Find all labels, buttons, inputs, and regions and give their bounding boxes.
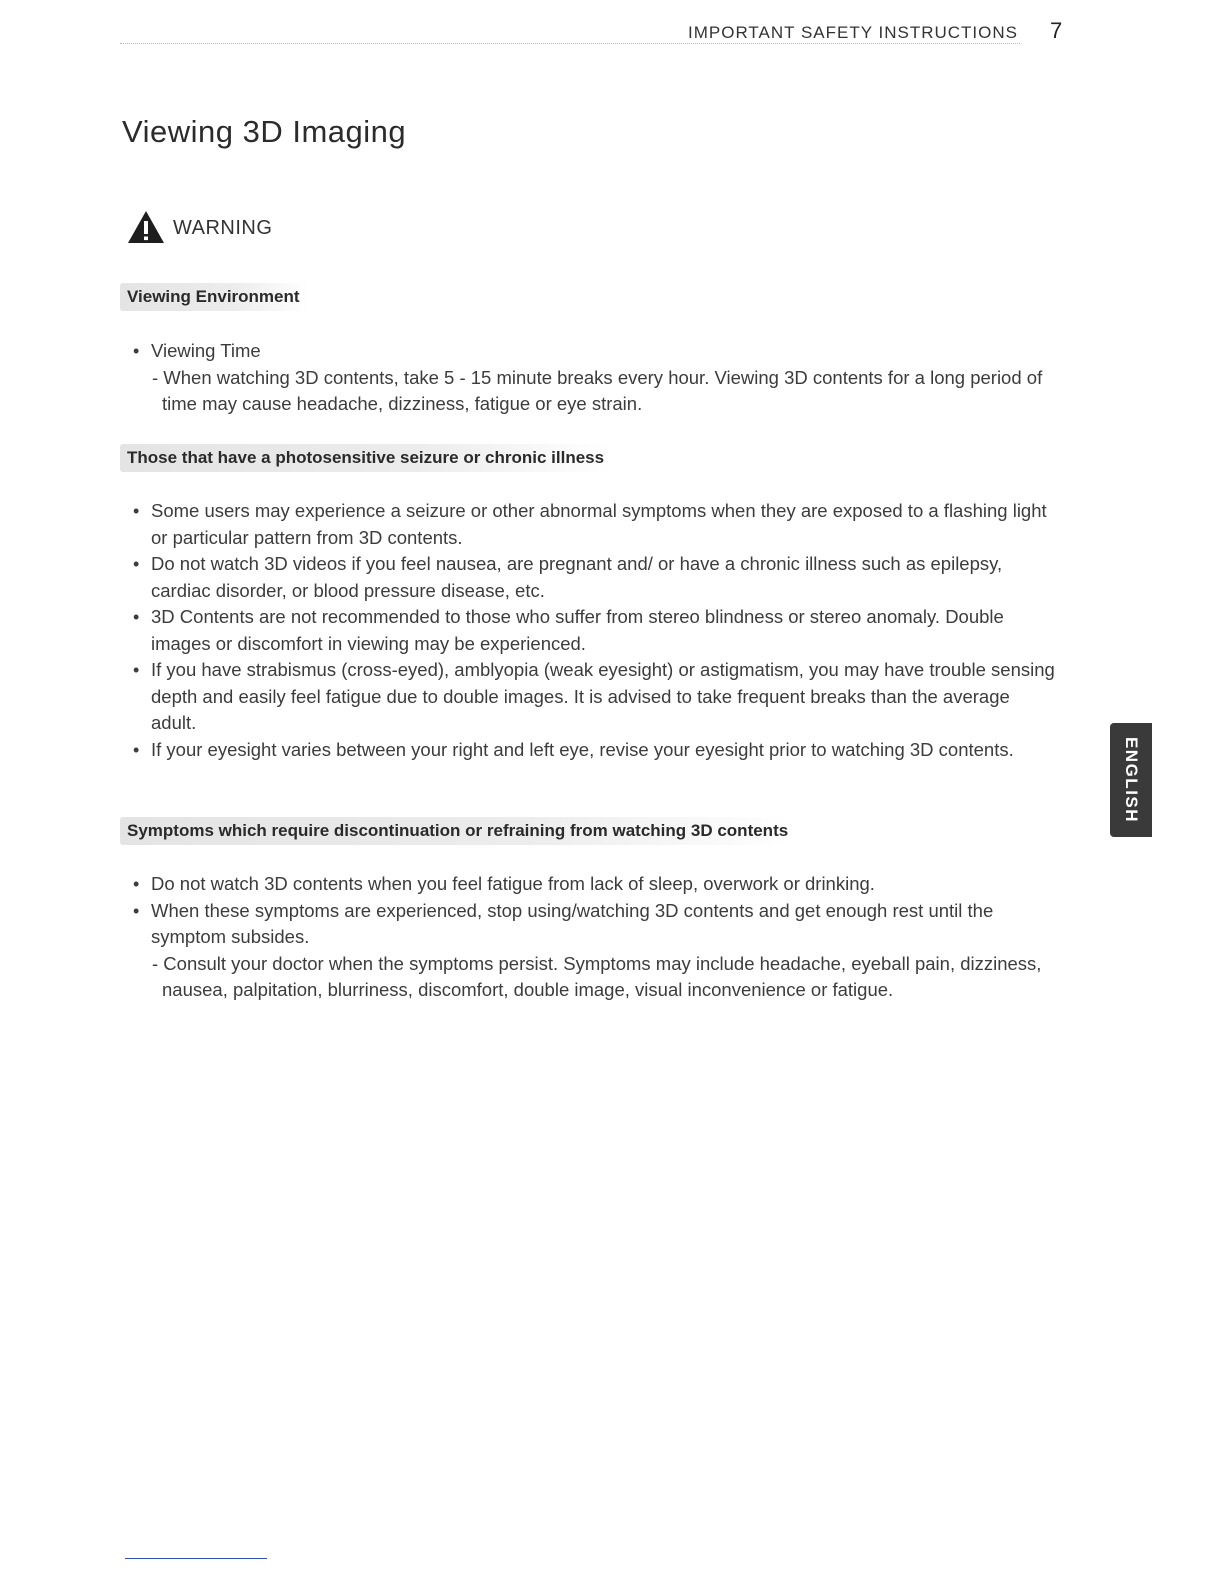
list-item [120, 871, 1060, 898]
bullet-list [120, 871, 1060, 951]
list-item-text: When these symptoms are experienced, stop using/watching 3D contents and get enough rest until the symptom subsides. [151, 899, 994, 947]
bullet-list [120, 498, 1060, 763]
bullet-icon: • [133, 739, 140, 760]
list-item-text: 3D Contents are not recommended to those who suffer from stereo blindness or stereo anomaly. Double images or discomfort in viewing may be experienced. [151, 606, 1004, 654]
bullet-icon: • [133, 900, 140, 921]
bullet-icon: • [133, 660, 140, 680]
list-item-text: Do not watch 3D contents when you feel fatigue from lack of sleep, overwork or drinking. [151, 873, 875, 894]
bullet-icon: • [133, 554, 140, 574]
bullet-icon: • [133, 501, 140, 521]
sub-note: - When watching 3D contents, take 5 - 15 minute breaks every hour. Viewing 3D contents for a long period of time may cause headache, dizziness, fatigue or eye strain. [152, 366, 1043, 414]
section-viewing-environment [120, 283, 1060, 418]
section-heading: Symptoms which require discontinuation or refraining from watching 3D contents [120, 817, 796, 845]
section-heading: Viewing Environment [120, 283, 308, 311]
page-number: 7 [1050, 18, 1063, 43]
warning-header [127, 210, 272, 244]
list-item-text: Do not watch 3D videos if you feel nausea, are pregnant and/ or have a chronic illness such as epilepsy, cardiac disorder, or blood pressure disease, etc. [151, 553, 1003, 601]
language-tab-label: ENGLISH [1122, 736, 1141, 824]
running-header: IMPORTANT SAFETY INSTRUCTIONS [688, 23, 1018, 42]
list-item [120, 551, 1060, 604]
header-divider [120, 43, 1020, 44]
warning-triangle-icon [127, 210, 165, 244]
list-item-text: If you have strabismus (cross-eyed), amblyopia (weak eyesight) or astigmatism, you may have trouble sensing depth and easily feel fatigue due to double images. It is advised to take frequent breaks than the average adult. [151, 659, 1055, 733]
sub-note: - Consult your doctor when the symptoms persist. Symptoms may include headache, eyeball pain, dizziness, nausea, palpitation, blurriness, discomfort, double image, visual inconvenience or fatigue. [152, 952, 1042, 1000]
page-title: Viewing 3D Imaging [122, 114, 407, 149]
list-item [120, 657, 1060, 737]
list-item [120, 604, 1060, 657]
bullet-icon: • [133, 341, 140, 361]
bullet-list [120, 338, 1060, 365]
section-photosensitive [120, 444, 1060, 763]
section-heading: Those that have a photosensitive seizure or chronic illness [120, 444, 612, 472]
list-item [120, 737, 1060, 764]
warning-label: WARNING [173, 216, 273, 239]
footer-divider [125, 1558, 267, 1559]
section-symptoms [120, 817, 1060, 1004]
bullet-icon: • [133, 874, 140, 894]
list-item-text: Some users may experience a seizure or other abnormal symptoms when they are exposed to a flashing light or particular pattern from 3D contents. [151, 500, 1047, 548]
bullet-icon: • [133, 607, 140, 627]
list-item [120, 898, 1060, 951]
language-tab [1110, 723, 1152, 837]
list-item [120, 338, 1060, 365]
list-item-text: If your eyesight varies between your right and left eye, revise your eyesight prior to watching 3D contents. [151, 738, 1014, 760]
list-item-text: Viewing Time [151, 340, 261, 361]
list-item [120, 498, 1060, 551]
